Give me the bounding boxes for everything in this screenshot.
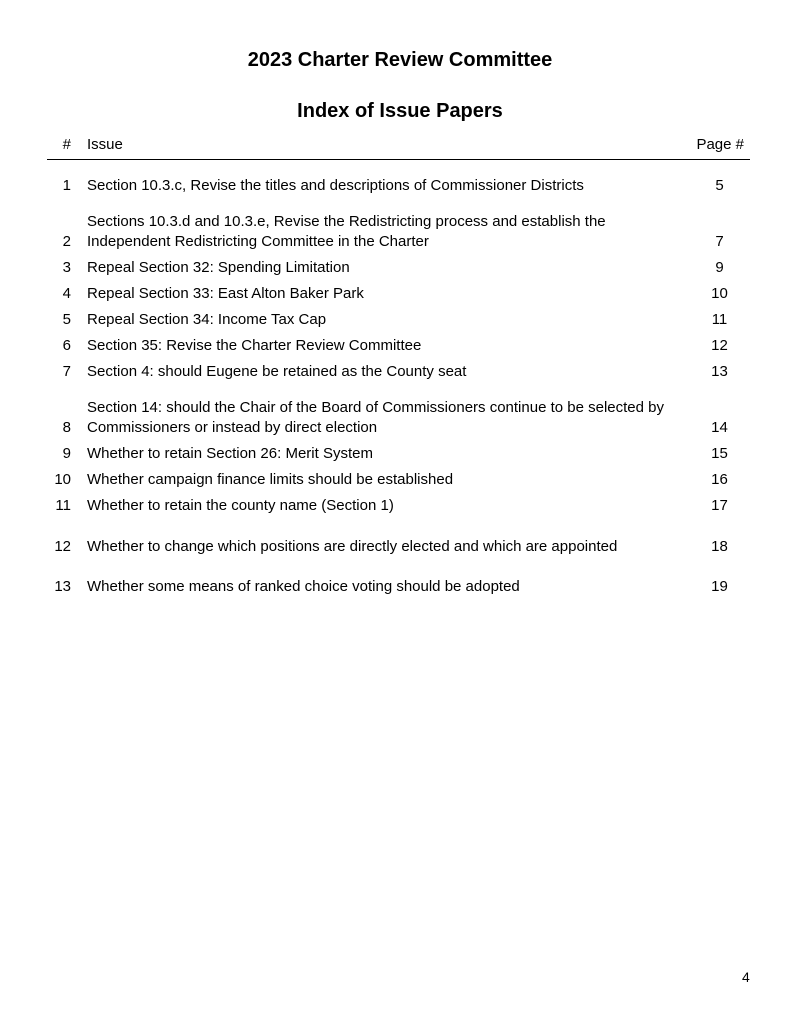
row-issue: Section 4: should Eugene be retained as the County seat	[87, 363, 467, 380]
row-page: 15	[711, 445, 728, 462]
row-issue: Whether to retain the county name (Section 1)	[87, 497, 394, 514]
row-issue: Section 35: Revise the Charter Review Committee	[87, 337, 422, 354]
table-row	[47, 212, 750, 252]
row-page: 19	[711, 578, 728, 595]
row-issue: Whether some means of ranked choice voting should be adopted	[87, 578, 520, 595]
table-row	[47, 176, 750, 196]
row-page: 17	[711, 497, 728, 514]
row-page: 5	[715, 177, 724, 194]
row-page: 18	[711, 538, 728, 555]
row-number: 13	[54, 578, 71, 595]
row-page: 14	[711, 419, 728, 436]
row-number: 7	[62, 363, 71, 380]
row-number: 8	[62, 419, 71, 436]
header-issue: Issue	[87, 136, 123, 153]
row-number: 3	[62, 259, 71, 276]
row-page: 16	[711, 471, 728, 488]
table-row	[47, 258, 750, 278]
table-row	[47, 398, 750, 438]
row-page: 10	[711, 285, 728, 302]
row-page: 9	[715, 259, 724, 276]
row-number: 9	[62, 445, 71, 462]
row-page: 13	[711, 363, 728, 380]
row-issue: Repeal Section 34: Income Tax Cap	[87, 311, 327, 328]
table-row	[47, 336, 750, 356]
row-issue: Repeal Section 33: East Alton Baker Park	[87, 285, 364, 302]
row-number: 6	[62, 337, 71, 354]
row-issue: Whether to change which positions are directly elected and which are appointed	[87, 538, 618, 555]
document-subtitle: Index of Issue Papers	[297, 100, 503, 122]
header-number: #	[62, 136, 71, 153]
row-number: 1	[62, 177, 71, 194]
row-issue: Whether to retain Section 26: Merit System	[87, 445, 373, 462]
row-issue: Sections 10.3.d and 10.3.e, Revise the Redistricting process and establish the Independent Redistricting Committee in the Charter	[87, 213, 606, 250]
row-issue: Section 10.3.c, Revise the titles and descriptions of Commissioner Districts	[87, 177, 584, 194]
row-number: 10	[54, 471, 71, 488]
row-issue: Section 14: should the Chair of the Board of Commissioners continue to be selected by Commissioners or instead by direct election	[87, 399, 664, 436]
row-page: 12	[711, 337, 728, 354]
row-number: 11	[55, 497, 71, 514]
page-number: 4	[742, 969, 750, 985]
table-row	[47, 577, 750, 597]
row-page: 11	[711, 311, 728, 328]
document-title: 2023 Charter Review Committee	[247, 49, 553, 71]
table-row	[47, 362, 750, 382]
row-number: 4	[62, 285, 71, 302]
row-issue: Repeal Section 32: Spending Limitation	[87, 259, 350, 276]
row-page: 7	[715, 233, 724, 250]
table-row	[47, 496, 750, 516]
header-page: Page #	[696, 136, 744, 153]
table-row	[47, 284, 750, 304]
table-row	[47, 470, 750, 490]
row-issue: Whether campaign finance limits should be established	[87, 471, 454, 488]
row-number: 12	[54, 538, 71, 555]
table-header	[47, 134, 750, 160]
table-row	[47, 537, 750, 557]
row-number: 2	[62, 233, 71, 250]
row-number: 5	[62, 311, 71, 328]
table-row	[47, 310, 750, 330]
table-row	[47, 444, 750, 464]
